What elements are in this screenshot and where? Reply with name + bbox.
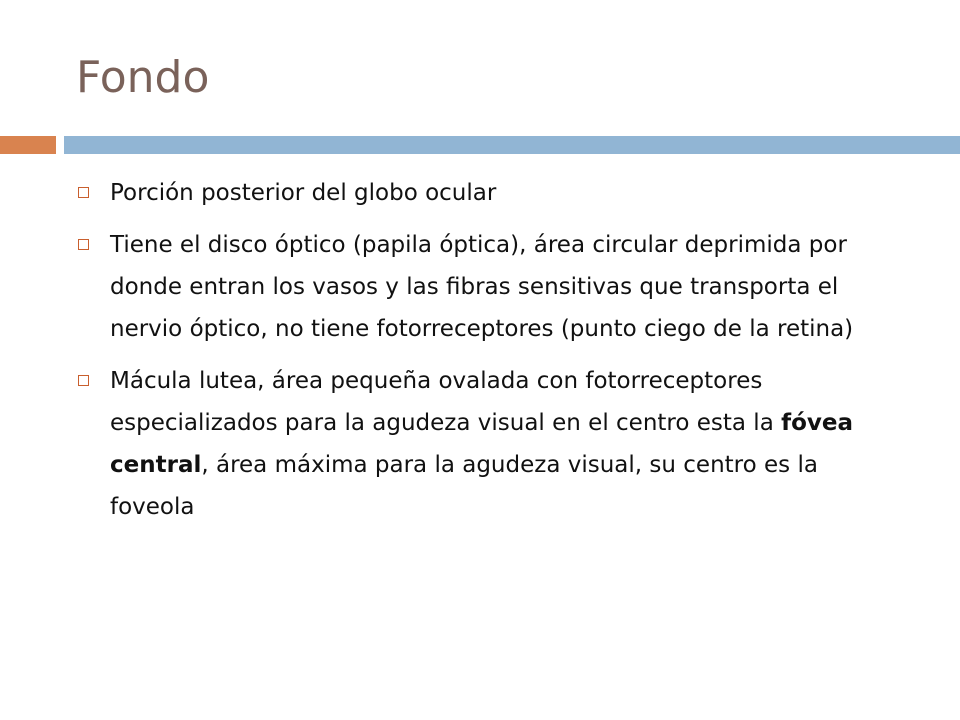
bullet-item <box>76 172 896 214</box>
bullet-item <box>76 360 896 528</box>
title-divider-bar <box>64 136 960 154</box>
bullet-text-before: Mácula lutea, área pequeña ovalada con fotorreceptores especializados para la agudeza visual en el centro esta la <box>110 368 782 436</box>
bullet-list <box>76 172 896 538</box>
title-accent-bar <box>0 136 56 154</box>
bullet-item <box>76 224 896 350</box>
slide-title: Fondo <box>76 52 210 103</box>
bullet-text-after: , área máxima para la agudeza visual, su centro es la foveola <box>110 452 818 520</box>
bullet-text: Porción posterior del globo ocular <box>110 180 497 206</box>
hollow-square-icon <box>78 187 89 198</box>
bullet-text-bold: fóvea central <box>110 410 854 478</box>
hollow-square-icon <box>78 375 89 386</box>
hollow-square-icon <box>78 239 89 250</box>
bullet-text: Tiene el disco óptico (papila óptica), área circular deprimida por donde entran los vasos y las fibras sensitivas que transporta el nervio óptico, no tiene fotorreceptores (punto ciego de la retina) <box>110 232 854 342</box>
